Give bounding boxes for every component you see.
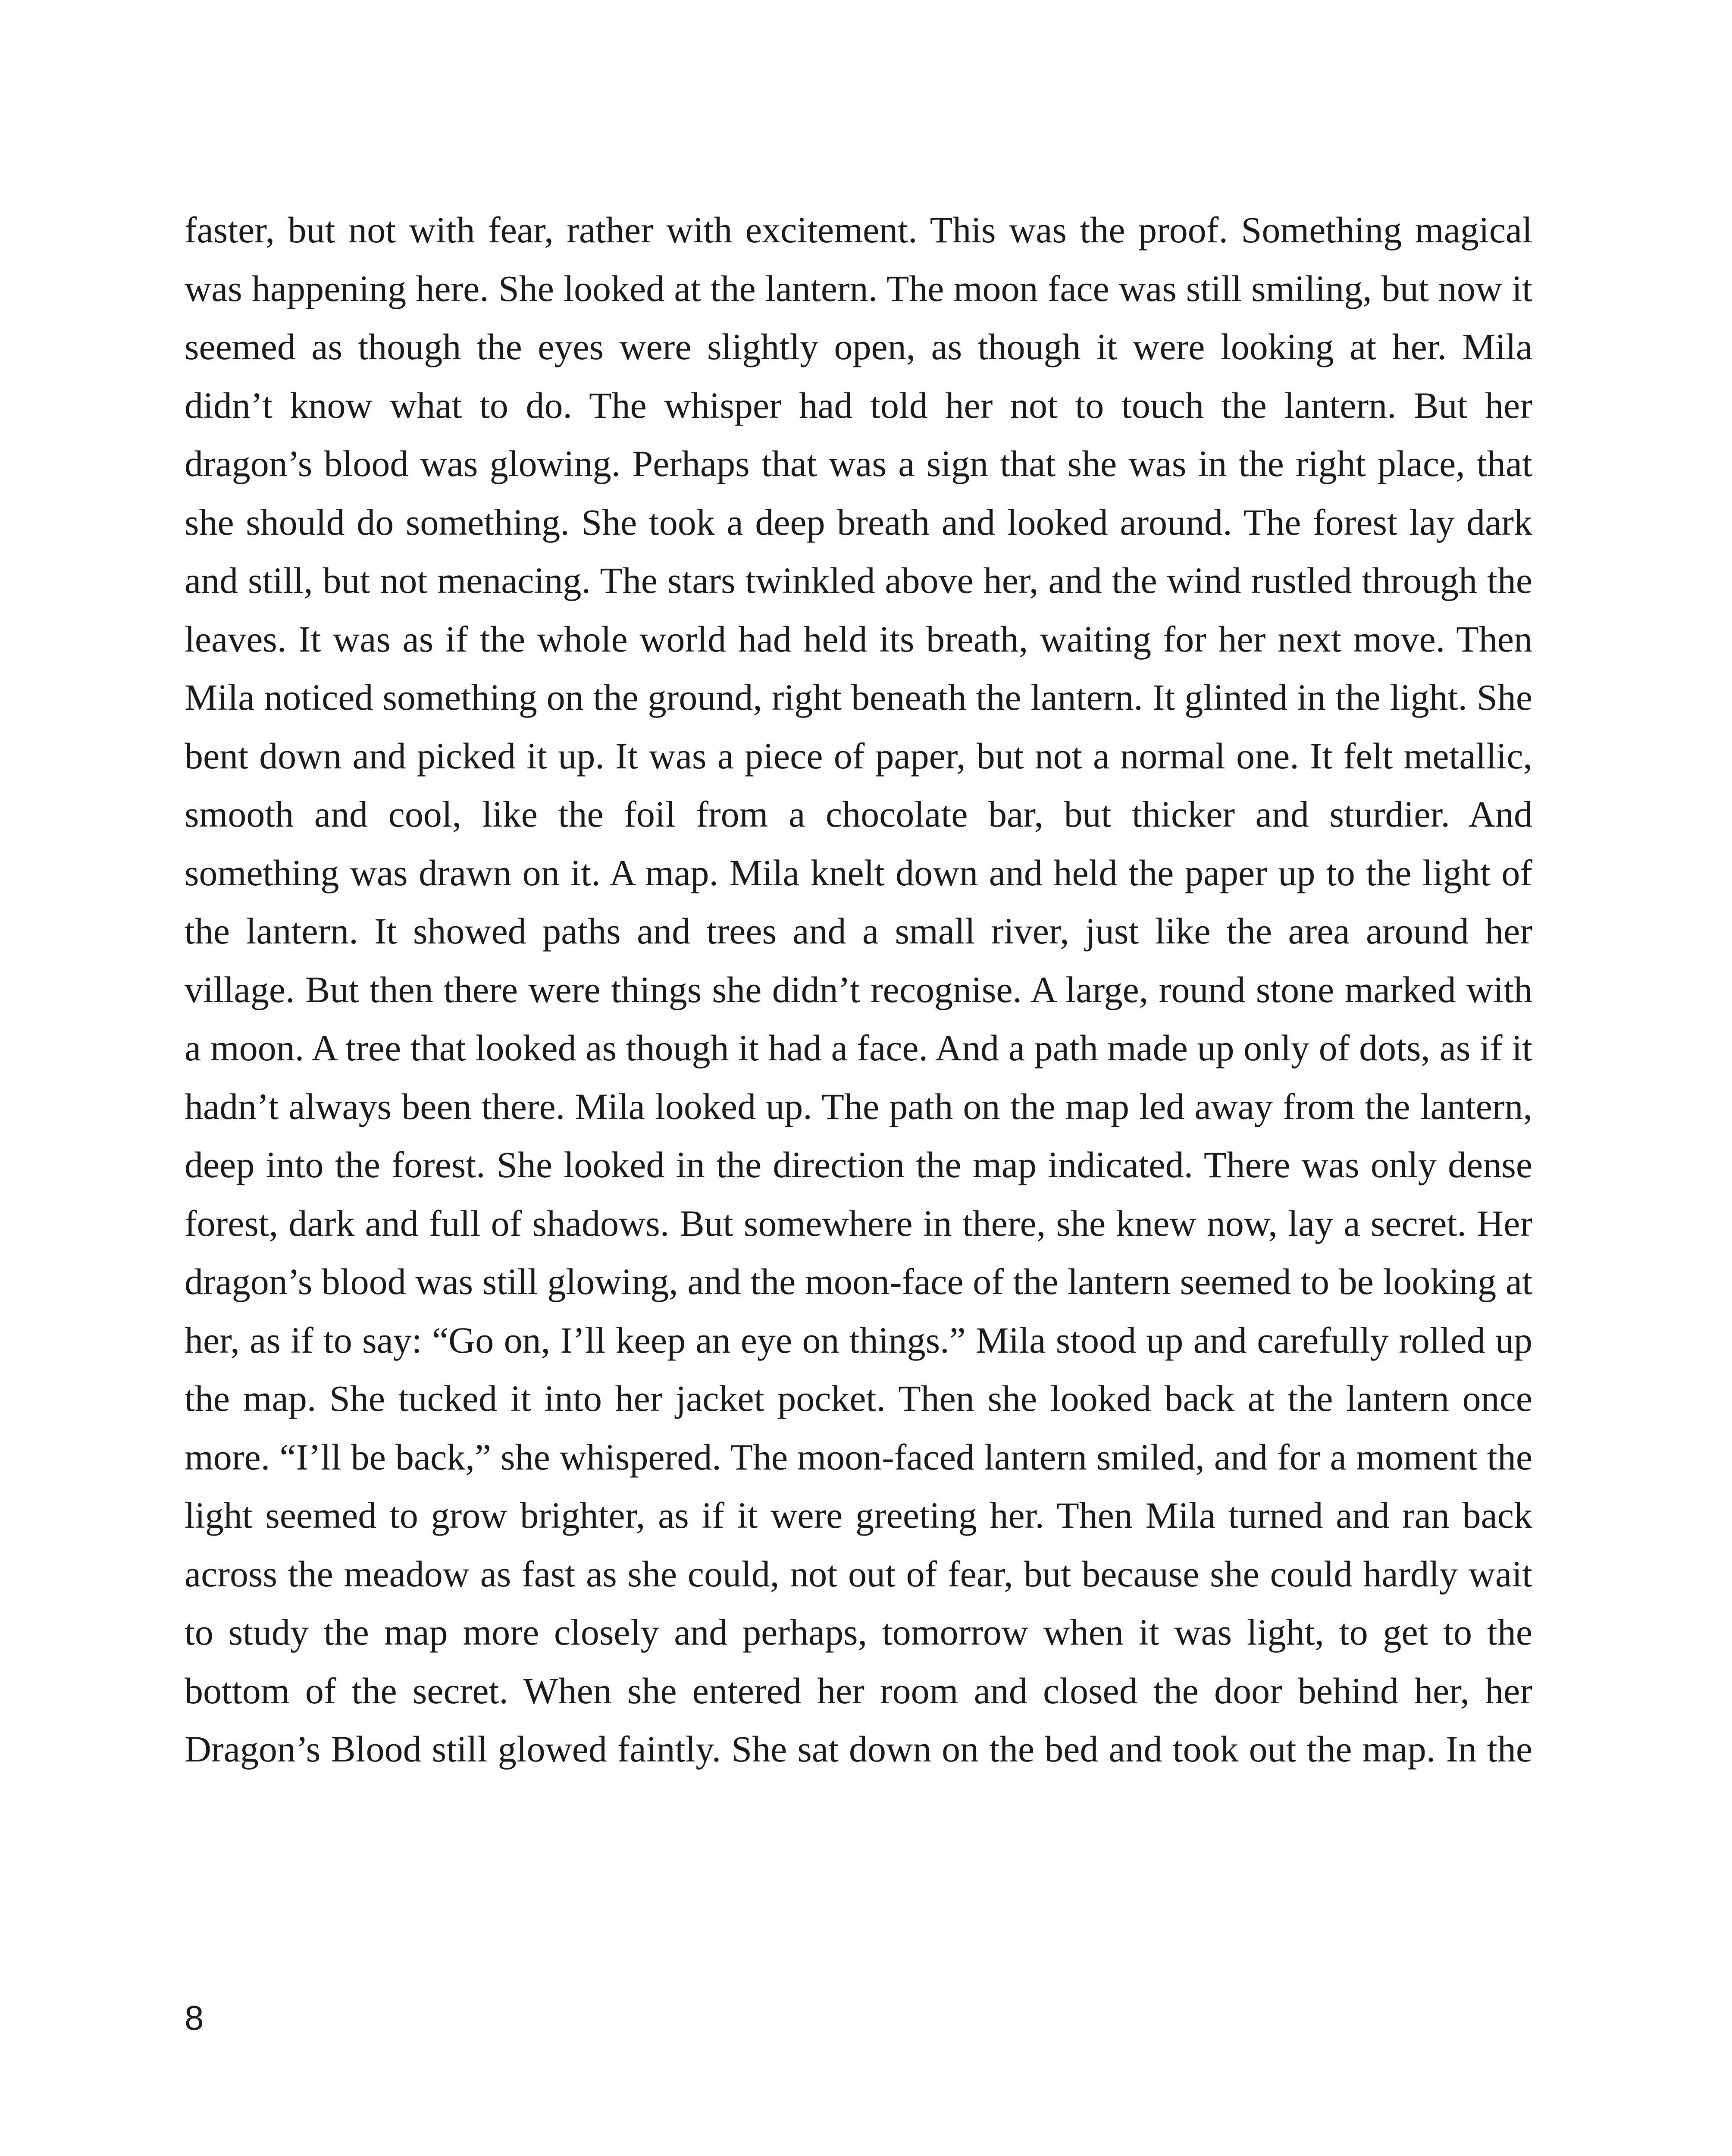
body-paragraph: faster, but not with fear, rather with excitement. This was the proof. Something magical was happening here. She looked at the lantern. The moon face was still smiling, but now it seemed as though the eyes were slightly open, as though it were looking at her. Mila didn’t know what to do. The whisper had told her not to touch the lantern. But her dragon’s blood was glowing. Perhaps that was a sign that she was in the right place, that she should do something. She took a deep breath and looked around. The forest lay dark and still, but not menacing. The stars twinkled above her, and the wind rustled through the leaves. It was as if the whole world had held its breath, waiting for her next move. Then Mila noticed something on the ground, right beneath the lantern. It glinted in the light. She bent down and picked it up. It was a piece of paper, but not a normal one. It felt metallic, smooth and cool, like the foil from a chocolate bar, but thicker and sturdier. And something was drawn on it. A map. Mila knelt down and held the paper up to the light of the lantern. It showed paths and trees and a small river, just like the area around her village. But then there were things she didn’t recognise. A large, round stone marked with a moon. A tree that looked as though it had a face. And a path made up only of dots, as if it hadn’t always been there. Mila looked up. The path on the map led away from the lantern, deep into the forest. She looked in the direction the map indicated. There was only dense forest, dark and full of shadows. But somewhere in there, she knew now, lay a secret. Her dragon’s blood was still glowing, and the moon-face of the lantern seemed to be looking at her, as if to say: “Go on, I’ll keep an eye on things.” Mila stood up and carefully rolled up the map. She tucked it into her jacket pocket. Then she looked back at the lantern once more. “I’ll be back,” she whispered. The moon-faced lantern smiled, and for a moment the light seemed to grow brighter, as if it were greeting her. Then Mila turned and ran back across the meadow as fast as she could, not out of fear, but because she could hardly wait to study the map more closely and perhaps, tomorrow when it was light, to get to the bottom of the secret. When she entered her room and closed the door behind her, her Dragon’s Blood still glowed faintly. She sat down on the bed and took out the map. In the <box>185 209 1532 1770</box>
page-number: 8 <box>185 1999 204 2037</box>
